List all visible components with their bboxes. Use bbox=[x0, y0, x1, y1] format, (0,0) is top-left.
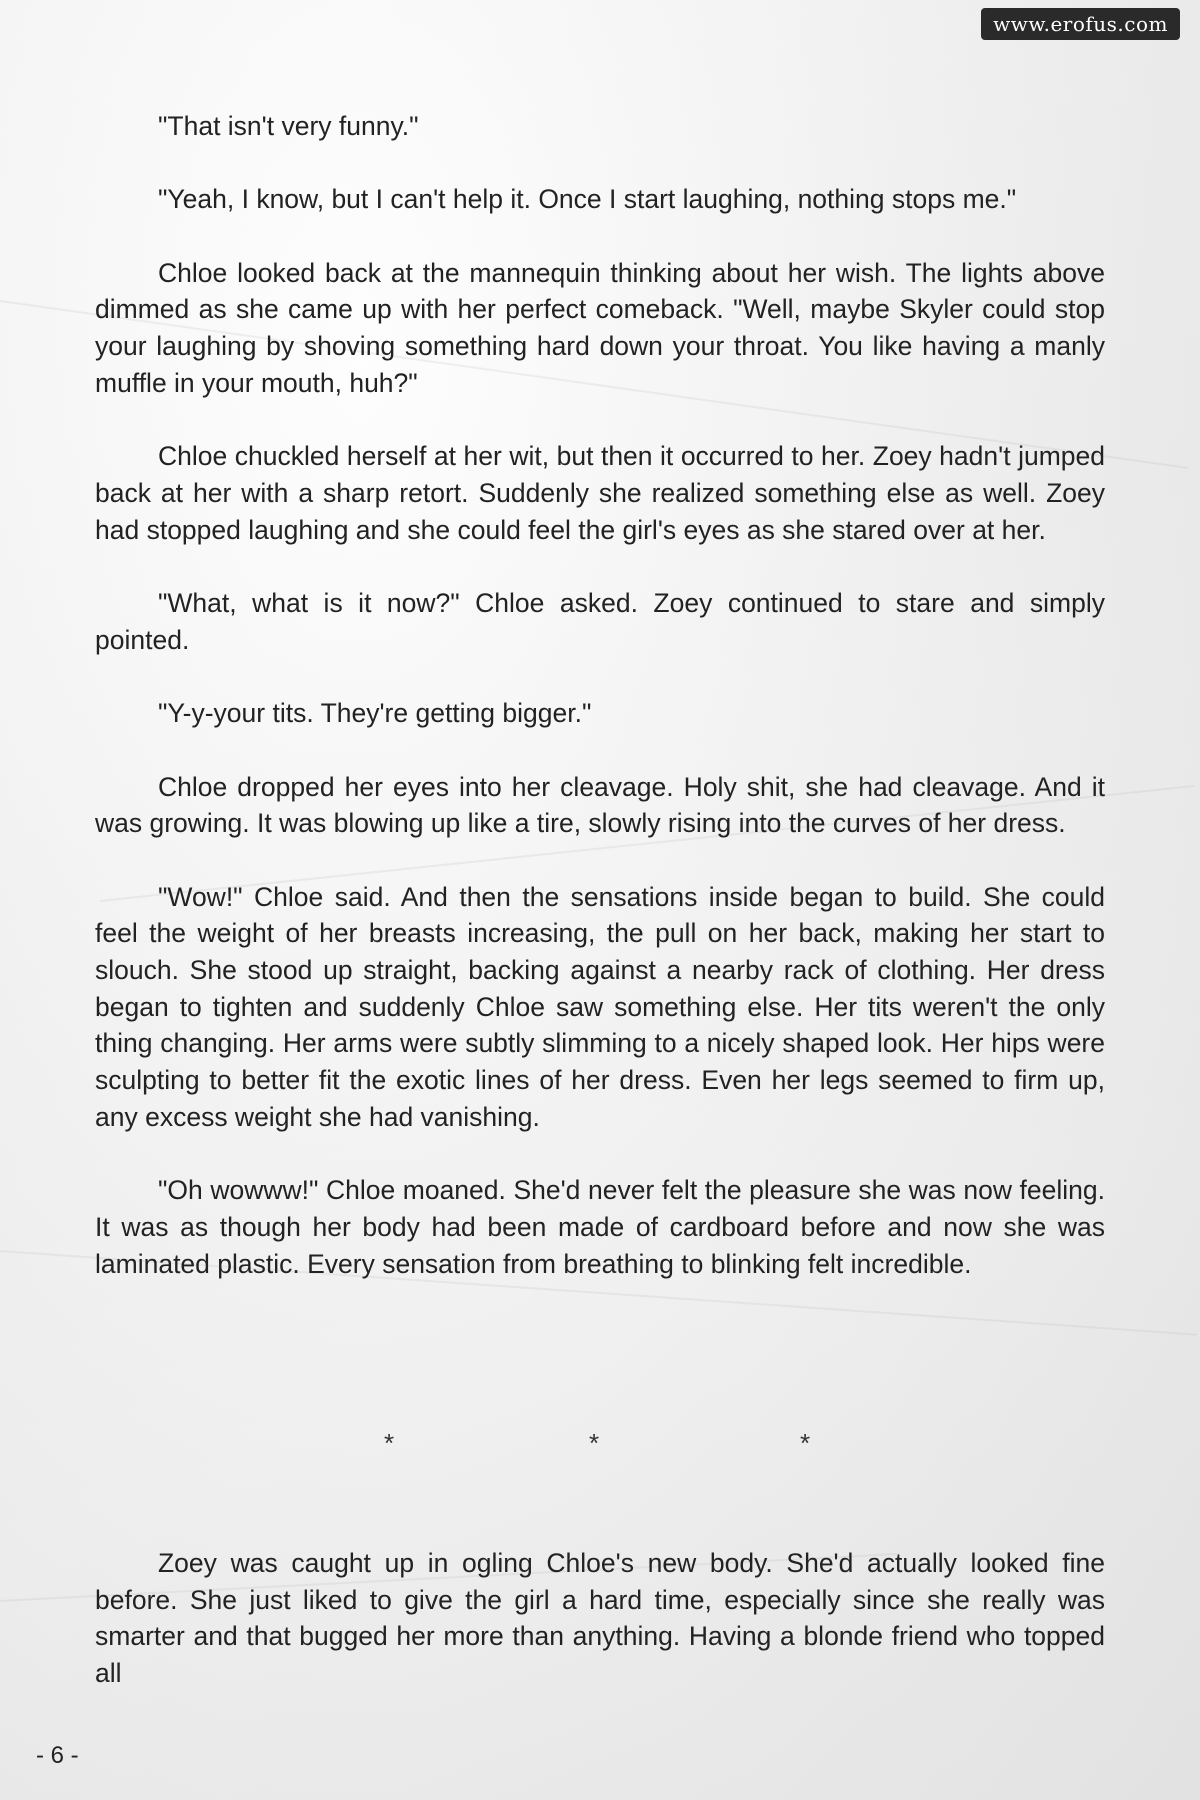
body-text bbox=[95, 108, 1105, 1319]
paragraph: Chloe looked back at the mannequin thinking about her wish. The lights above dimmed as she came up with her perfect comeback. "Well, maybe Skyler could stop your laughing by shoving something hard down your throat. You like having a manly muffle in your mouth, huh?" bbox=[95, 257, 1105, 398]
section-break bbox=[0, 1428, 1200, 1468]
paragraph: Chloe dropped her eyes into her cleavage. Holy shit, she had cleavage. And it was growing. It was blowing up like a tire, slowly rising into the curves of her dress. bbox=[95, 771, 1105, 839]
section-break-star: * bbox=[384, 1428, 395, 1458]
paragraph: Chloe chuckled herself at her wit, but then it occurred to her. Zoey hadn't jumped back at her with a sharp retort. Suddenly she realized something else as well. Zoey had stopped laughing and she could feel the girl's eyes as she stared over at her. bbox=[95, 441, 1105, 545]
paragraph: "Yeah, I know, but I can't help it. Once I start laughing, nothing stops me." bbox=[158, 184, 1017, 215]
page-number: - 6 - bbox=[36, 1742, 79, 1769]
paragraph: "Wow!" Chloe said. And then the sensations inside began to build. She could feel the weight of her breasts increasing, the pull on her back, making her start to slouch. She stood up straight, backing against a nearby rack of clothing. Her dress began to tighten and suddenly Chloe saw something else. Her tits weren't the only thing changing. Her arms were subtly slimming to a nicely shaped look. Her hips were sculpting to better fit the exotic lines of her dress. Even her legs seemed to firm up, any excess weight she had vanishing. bbox=[95, 881, 1105, 1132]
paragraph: "Y-y-your tits. They're getting bigger." bbox=[158, 698, 592, 729]
section-break-star: * bbox=[589, 1428, 600, 1458]
paragraph: "What, what is it now?" Chloe asked. Zoey continued to stare and simply pointed. bbox=[95, 588, 1105, 655]
continuation-text bbox=[95, 1545, 1105, 1692]
paragraph: "That isn't very funny." bbox=[158, 111, 419, 141]
section-break-star: * bbox=[800, 1428, 811, 1458]
watermark: www.erofus.com bbox=[981, 8, 1180, 40]
paragraph: "Oh wowww!" Chloe moaned. She'd never felt the pleasure she was now feeling. It was as though her body had been made of cardboard before and now she was laminated plastic. Every sensation from breathing to blinking felt incredible. bbox=[95, 1175, 1105, 1279]
paragraph: Zoey was caught up in ogling Chloe's new body. She'd actually looked fine before. She just liked to give the girl a hard time, especially since she really was smarter and that bugged her more than anything. Having a blonde friend who topped all bbox=[95, 1548, 1105, 1689]
